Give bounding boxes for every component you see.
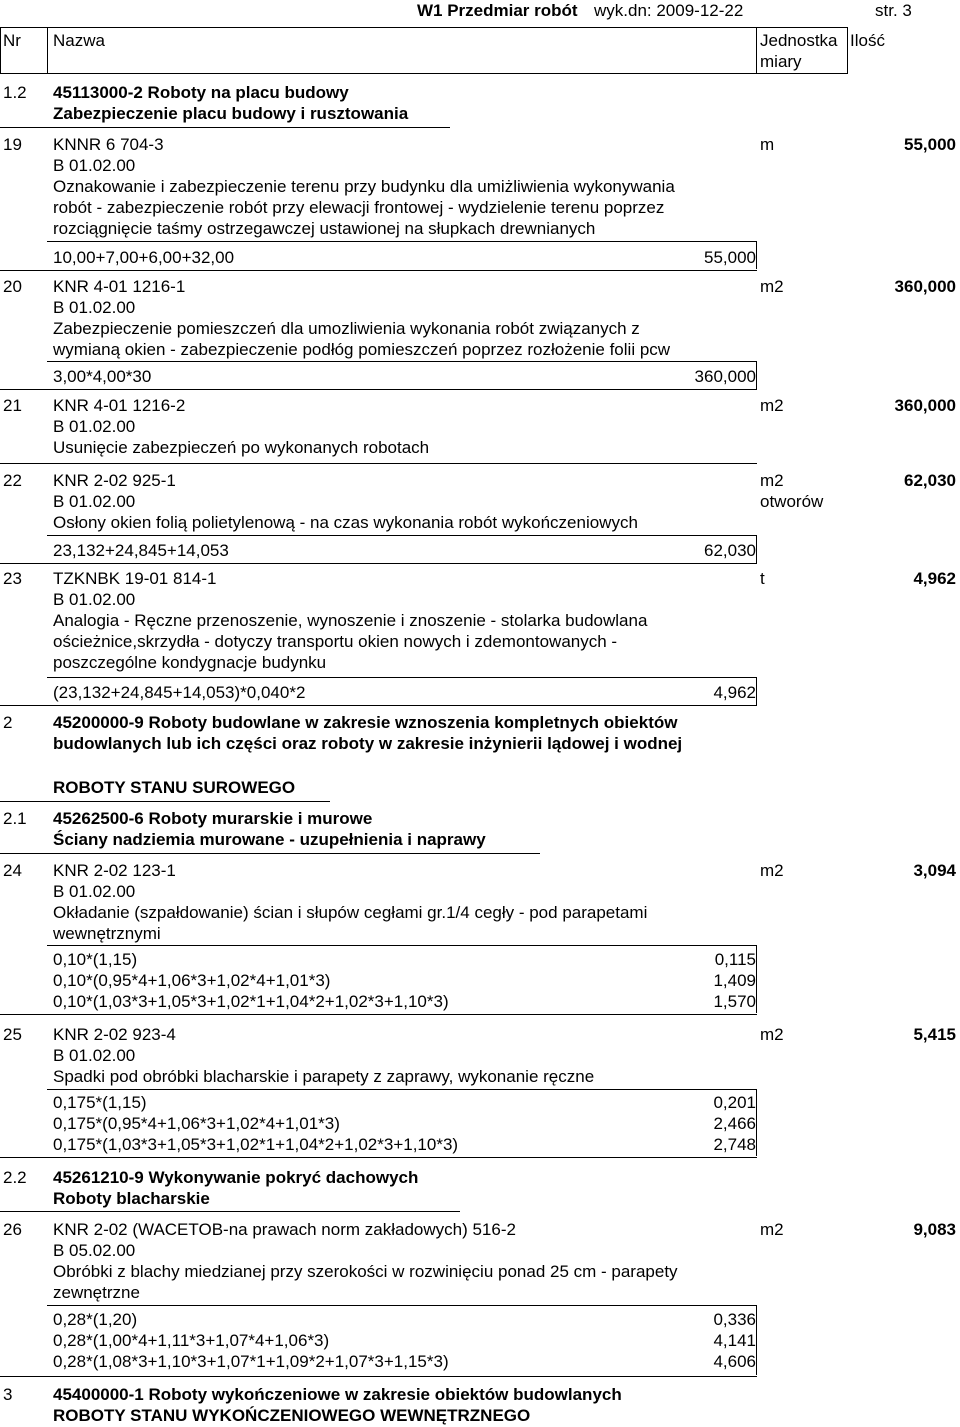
item-description: ościeżnice,skrzydła - dotyczy transportu okien nowych i zdemontowanych -: [53, 632, 618, 651]
calc-value: 0,201: [713, 1093, 756, 1112]
item-nr: 25: [3, 1025, 22, 1044]
item-description: poszczególne kondygnacje budynku: [53, 653, 327, 672]
calc-right-rule: [756, 1305, 757, 1375]
calc-value: 1,409: [713, 971, 756, 990]
calc-expression: 0,28*(1,20): [53, 1310, 138, 1329]
calc-expression: 0,10*(0,95*4+1,06*3+1,02*4+1,01*3): [53, 971, 331, 990]
section-underline: [0, 801, 330, 802]
item-description: Oznakowanie i zabezpieczenie terenu przy budynku dla umiżliwienia wykonywania: [53, 177, 675, 196]
item-quantity: 5,415: [913, 1025, 956, 1044]
item-unit: m2: [760, 1025, 784, 1044]
item-quantity: 62,030: [904, 471, 956, 490]
item-unit: m: [760, 135, 775, 154]
item-description: Okładanie (szpałdowanie) ścian i słupów cegłami gr.1/4 cegły - pod parapetami: [53, 903, 648, 922]
calc-expression: 0,175*(1,15): [53, 1093, 147, 1112]
calc-expression: 0,10*(1,15): [53, 950, 138, 969]
section-underline: [0, 1211, 460, 1212]
calc-expression: (23,132+24,845+14,053)*0,040*2: [53, 683, 306, 702]
item-quantity: 9,083: [913, 1220, 956, 1239]
page-number: str. 3: [875, 1, 912, 20]
section-subtitle: budowlanych lub ich części oraz roboty w zakresie inżynierii lądowej i wodnej: [53, 734, 683, 753]
item-description: Zabezpieczenie pomieszczeń dla umozliwienia wykonania robót związanych z: [53, 319, 640, 338]
calc-top-rule: [47, 1089, 757, 1090]
item-code: KNR 2-02 923-4: [53, 1025, 176, 1044]
calc-value: 4,141: [713, 1331, 756, 1350]
item-bottom-rule: [0, 1014, 757, 1015]
item-quantity: 360,000: [894, 396, 956, 415]
document-date: wyk.dn: 2009-12-22: [594, 1, 744, 20]
item-bottom-rule: [0, 1376, 757, 1377]
item-nr: 19: [3, 135, 22, 154]
calc-value: 2,466: [713, 1114, 756, 1133]
section-title: 45400000-1 Roboty wykończeniowe w zakresie obiektów budowlanych: [53, 1385, 622, 1404]
calc-value: 1,570: [713, 992, 756, 1011]
section-nr: 2.1: [3, 809, 27, 828]
header-bottom-rule: [0, 73, 848, 74]
calc-value: 4,962: [713, 683, 756, 702]
column-unit: Jednostka: [760, 31, 838, 50]
section-nr: 2: [3, 713, 13, 732]
item-description: Osłony okien folią polietylenową - na czas wykonania robót wykończeniowych: [53, 513, 638, 532]
column-unit-line2: miary: [760, 52, 802, 71]
calc-right-rule: [756, 945, 757, 1013]
header-top-rule: [0, 27, 848, 28]
column-qty: Ilość: [850, 31, 885, 50]
item-unit: m2: [760, 1220, 784, 1239]
item-code: KNR 2-02 925-1: [53, 471, 176, 490]
section-title: 45200000-9 Roboty budowlane w zakresie wznoszenia kompletnych obiektów: [53, 713, 678, 732]
item-code: KNR 4-01 1216-1: [53, 277, 186, 296]
item-description: Obróbki z blachy miedzianej przy szerokości w rozwinięciu ponad 25 cm - parapety: [53, 1262, 678, 1281]
item-code: KNR 4-01 1216-2: [53, 396, 186, 415]
section-title: 45262500-6 Roboty murarskie i murowe: [53, 809, 373, 828]
item-quantity: 360,000: [894, 277, 956, 296]
item-nr: 20: [3, 277, 22, 296]
section-subtitle: ROBOTY STANU WYKOŃCZENIOWEGO WEWNĘTRZNEGO: [53, 1406, 531, 1425]
item-quantity: 3,094: [913, 861, 956, 880]
item-base: B 01.02.00: [53, 1046, 136, 1065]
section-underline: [0, 853, 540, 854]
item-unit: m2: [760, 471, 784, 490]
item-unit: m2: [760, 861, 784, 880]
header-unit-rule: [847, 27, 848, 74]
item-base: B 01.02.00: [53, 492, 136, 511]
calc-value: 4,606: [713, 1352, 756, 1371]
item-description: zewnętrzne: [53, 1283, 140, 1302]
calc-expression: 10,00+7,00+6,00+32,00: [53, 248, 235, 267]
calc-value: 55,000: [704, 248, 756, 267]
section-nr: 1.2: [3, 83, 27, 102]
calc-top-rule: [47, 241, 757, 242]
section-nr: 3: [3, 1385, 13, 1404]
item-unit: m2: [760, 396, 784, 415]
item-bottom-rule: [0, 389, 757, 390]
calc-right-rule: [756, 361, 757, 389]
section-subheading: ROBOTY STANU SUROWEGO: [53, 778, 296, 797]
calc-value: 62,030: [704, 541, 756, 560]
item-nr: 23: [3, 569, 22, 588]
calc-value: 0,115: [714, 950, 756, 969]
calc-expression: 0,175*(0,95*4+1,06*3+1,02*4+1,01*3): [53, 1114, 340, 1133]
calc-expression: 0,28*(1,00*4+1,11*3+1,07*4+1,06*3): [53, 1331, 330, 1350]
section-subtitle: Ściany nadziemia murowane - uzupełnienia i naprawy: [53, 830, 486, 849]
item-base: B 05.02.00: [53, 1241, 136, 1260]
section-title: 45261210-9 Wykonywanie pokryć dachowych: [53, 1168, 419, 1187]
item-base: B 01.02.00: [53, 417, 136, 436]
calc-expression: 0,10*(1,03*3+1,05*3+1,02*1+1,04*2+1,02*3+1,10*3): [53, 992, 449, 1011]
calc-top-rule: [47, 677, 757, 678]
item-description: wymianą okien - zabezpieczenie podłóg pomieszczeń poprzez rozłożenie folii pcw: [53, 340, 671, 359]
calc-right-rule: [756, 677, 757, 705]
calc-right-rule: [756, 535, 757, 563]
section-nr: 2.2: [3, 1168, 27, 1187]
document-title: W1 Przedmiar robót: [417, 1, 578, 20]
item-bottom-rule: [0, 1157, 757, 1158]
item-nr: 26: [3, 1220, 22, 1239]
item-unit-line2: otworów: [760, 492, 824, 511]
calc-expression: 0,175*(1,03*3+1,05*3+1,02*1+1,04*2+1,02*3+1,10*3): [53, 1135, 459, 1154]
item-description: robót - zabezpieczenie robót przy elewacji frontowej - wydzielenie terenu poprzez: [53, 198, 665, 217]
calc-value: 0,336: [713, 1310, 756, 1329]
section-subtitle: Roboty blacharskie: [53, 1189, 210, 1208]
item-bottom-rule: [0, 463, 757, 464]
item-code: KNNR 6 704-3: [53, 135, 164, 154]
calc-value: 360,000: [694, 367, 756, 386]
item-code: KNR 2-02 (WACETOB-na prawach norm zakładowych) 516-2: [53, 1220, 516, 1239]
calc-expression: 23,132+24,845+14,053: [53, 541, 229, 560]
calc-expression: 3,00*4,00*30: [53, 367, 152, 386]
section-title: 45113000-2 Roboty na placu budowy: [53, 83, 349, 102]
item-description: rozciągnięcie taśmy ostrzegawczej ustawionej na słupkach drewnianych: [53, 219, 596, 238]
calc-top-rule: [47, 945, 757, 946]
item-description: wewnętrznymi: [53, 924, 161, 943]
item-nr: 24: [3, 861, 22, 880]
calc-top-rule: [47, 361, 757, 362]
item-base: B 01.02.00: [53, 298, 136, 317]
calc-value: 2,748: [713, 1135, 756, 1154]
column-name: Nazwa: [53, 31, 105, 50]
calc-right-rule: [756, 1089, 757, 1156]
item-nr: 21: [3, 396, 22, 415]
item-base: B 01.02.00: [53, 156, 136, 175]
header-left-rule: [0, 27, 1, 74]
item-bottom-rule: [0, 705, 757, 706]
column-nr: Nr: [3, 31, 21, 50]
item-bottom-rule: [0, 270, 757, 271]
item-code: TZKNBK 19-01 814-1: [53, 569, 217, 588]
item-bottom-rule: [0, 563, 757, 564]
item-quantity: 4,962: [913, 569, 956, 588]
item-description: Spadki pod obróbki blacharskie i parapety z zaprawy, wykonanie ręczne: [53, 1067, 595, 1086]
calc-top-rule: [47, 1305, 757, 1306]
item-code: KNR 2-02 123-1: [53, 861, 176, 880]
header-name-rule: [756, 27, 757, 74]
item-unit: m2: [760, 277, 784, 296]
item-unit: t: [760, 569, 765, 588]
item-description: Analogia - Ręczne przenoszenie, wynoszenie i znoszenie - stolarka budowlana: [53, 611, 648, 630]
calc-right-rule: [756, 241, 757, 269]
item-description: Usunięcie zabezpieczeń po wykonanych robotach: [53, 438, 430, 457]
calc-top-rule: [47, 535, 757, 536]
header-nr-rule: [47, 27, 48, 74]
item-nr: 22: [3, 471, 22, 490]
item-base: B 01.02.00: [53, 590, 136, 609]
item-quantity: 55,000: [904, 135, 956, 154]
section-underline: [0, 127, 450, 128]
section-subtitle: Zabezpieczenie placu budowy i rusztowania: [53, 104, 409, 123]
calc-expression: 0,28*(1,08*3+1,10*3+1,07*1+1,09*2+1,07*3+1,15*3): [53, 1352, 449, 1371]
item-base: B 01.02.00: [53, 882, 136, 901]
